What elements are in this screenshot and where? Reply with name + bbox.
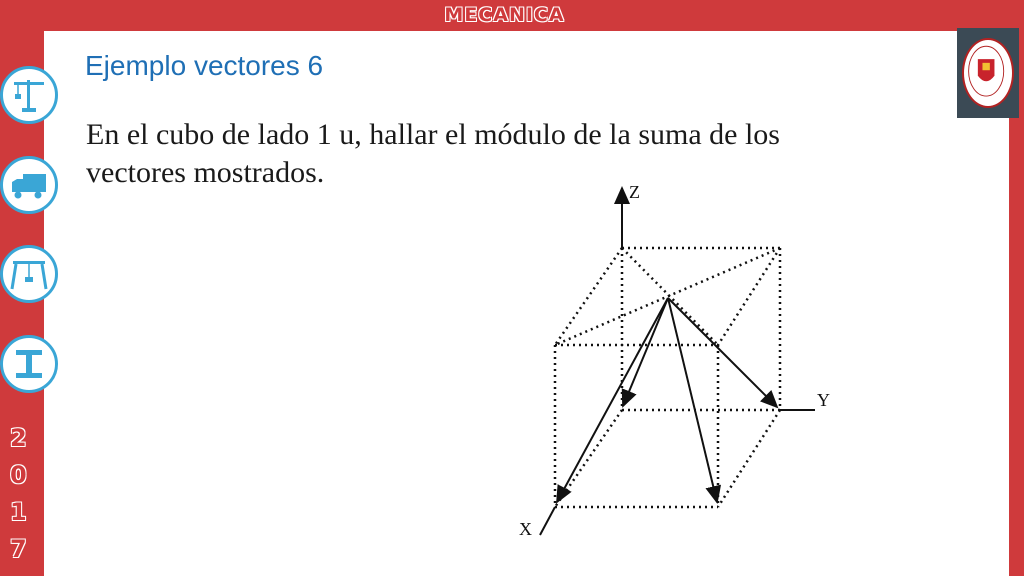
course-title: MECANICA xyxy=(444,4,565,26)
truck-icon xyxy=(0,156,58,214)
year-digit: 7 xyxy=(10,535,27,563)
header-bar xyxy=(0,0,1024,31)
z-axis-label: Z xyxy=(629,182,640,202)
vectors xyxy=(557,298,777,502)
x-axis xyxy=(540,507,555,535)
year-digit: 2 xyxy=(10,424,27,452)
y-axis-label: Y xyxy=(817,390,830,410)
problem-line: En el cubo de lado 1 u, hallar el módulo de la suma de los xyxy=(86,118,780,151)
gantry-crane-icon xyxy=(0,245,58,303)
vector-cube-diagram xyxy=(505,180,845,550)
crane-icon xyxy=(0,66,58,124)
year-digit: 0 xyxy=(10,461,27,489)
year-digit: 1 xyxy=(10,498,27,526)
university-seal-icon xyxy=(962,38,1014,108)
steel-beam-icon xyxy=(0,335,58,393)
university-logo xyxy=(957,28,1019,118)
slide-title: Ejemplo vectores 6 xyxy=(85,50,324,81)
problem-line: vectores mostrados. xyxy=(86,156,325,189)
x-axis-label: X xyxy=(519,519,532,539)
